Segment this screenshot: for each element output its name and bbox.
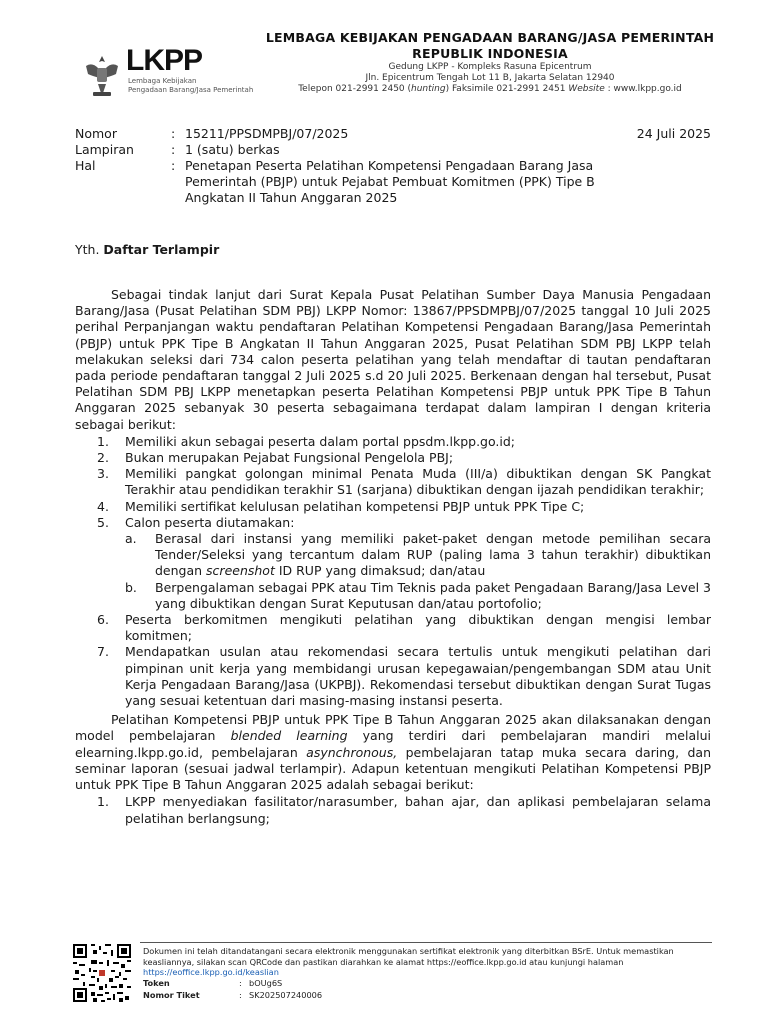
fax-text: ) Faksimile 021-2991 2451 bbox=[445, 84, 569, 94]
priority-sublist bbox=[125, 531, 711, 612]
letter-body bbox=[75, 287, 711, 827]
logo-sub-line-2: Pengadaan Barang/Jasa Pemerintah bbox=[128, 86, 254, 94]
institution-block bbox=[260, 30, 720, 95]
greeting-prefix: Yth. bbox=[75, 242, 104, 257]
address-street: Jln. Epicentrum Tengah Lot 11 B, Jakarta Selatan 12940 bbox=[365, 73, 615, 83]
e-signature-footer bbox=[143, 946, 713, 1002]
training-text-1: Pelatihan Kompetensi PBJP untuk PPK Tipe B Tahun Anggaran 2025 akan dilaksanakan dengan model pembelajaran bbox=[75, 712, 711, 744]
nomor-colon: : bbox=[171, 126, 176, 141]
lampiran-colon: : bbox=[171, 142, 176, 157]
logo-sub-line-1: Lembaga Kebijakan bbox=[128, 77, 197, 85]
website-label: Website bbox=[568, 84, 605, 94]
lampiran-value: 1 (satu) berkas bbox=[185, 142, 280, 157]
list-item-number: 6. bbox=[97, 612, 109, 628]
greeting bbox=[75, 242, 219, 258]
hal-value: Penetapan Peserta Pelatihan Kompetensi Pengadaan Barang Jasa Pemerintah (PBJP) untuk Pejabat Pembuat Komitmen (PPK) Tipe B Angkatan II Tahun Anggaran 2025 bbox=[185, 158, 595, 205]
hal-label: Hal bbox=[75, 158, 96, 173]
token-value: bOUg6S bbox=[249, 977, 283, 988]
institution-country: REPUBLIK INDONESIA bbox=[412, 46, 568, 61]
logo-subtitle bbox=[128, 77, 268, 95]
garuda-emblem-icon bbox=[82, 52, 122, 100]
list-item-text: Memiliki sertifikat kelulusan pelatihan kompetensi PBJP untuk PPK Tipe C; bbox=[125, 498, 585, 514]
list-item-text: Calon peserta diutamakan: bbox=[125, 514, 295, 530]
list-item bbox=[75, 515, 711, 612]
list-item-number: 4. bbox=[97, 498, 109, 514]
phone-hunting: hunting bbox=[411, 84, 446, 94]
token-colon: : bbox=[239, 977, 242, 988]
training-paragraph bbox=[75, 712, 711, 793]
list-item bbox=[75, 794, 711, 826]
intro-paragraph: Sebagai tindak lanjut dari Surat Kepala Pusat Pelatihan Sumber Daya Manusia Pengadaan Barang/Jasa (Pusat Pelatihan SDM PBJ) LKPP Nomor: 13867/PPSDMPBJ/07/2025 tanggal 10 Juli 2025 perihal Perpanjangan waktu pendaftaran Pelatihan Kompetensi Pengadaan Barang/Jasa Pemerintah (PBJP) untuk PPK Tipe B Angkatan II Tahun Anggaran 2025, Pusat Pelatihan SDM PBJ LKPP telah melakukan seleksi dari 734 calon peserta pelatihan yang telah mendaftar di tautan pendaftaran pada periode pendaftaran tanggal 2 Juli 2025 s.d 20 Juli 2025. Berkenaan dengan hal tersebut, Pusat Pelatihan SDM PBJ LKPP menetapkan peserta Pelatihan Kompetensi PBJP untuk PPK Tipe B Tahun Anggaran 2025 sebanyak 30 peserta sebagaimana terdapat dalam lampiran I dengan kriteria sebagai berikut: bbox=[75, 287, 711, 432]
list-item-number: 5. bbox=[97, 514, 109, 530]
list-item bbox=[75, 499, 711, 515]
list-item bbox=[75, 644, 711, 709]
nomor-label: Nomor bbox=[75, 126, 117, 141]
hal-row bbox=[75, 158, 715, 206]
list-item bbox=[75, 612, 711, 644]
letter-date: 24 Juli 2025 bbox=[636, 126, 711, 141]
institution-name: LEMBAGA KEBIJAKAN PENGADAAN BARANG/JASA PEMERINTAH bbox=[265, 30, 715, 45]
list-item-text: Peserta berkomitmen mengikuti pelatihan yang dibuktikan dengan mengisi lembar komitmen; bbox=[125, 612, 711, 644]
training-text-2: yang terdiri dari pembelajaran mandiri melalui elearning.lkpp.go.id, pembelajaran bbox=[75, 728, 711, 760]
list-item-text: Bukan merupakan Pejabat Fungsional Pengelola PBJ; bbox=[125, 450, 454, 466]
list-item-number: 7. bbox=[97, 644, 109, 660]
ticket-label: Nomor Tiket bbox=[143, 989, 200, 1000]
lampiran-row bbox=[75, 142, 715, 158]
training-text-3: pembelajaran tatap muka secara daring, dan seminar laporan (sesuai jadwal terlampir). Adapun ketentuan mengikuti Pelatihan Kompetensi PBJP untuk PPK Tipe B Tahun Anggaran 2025 adalah sebagai berikut: bbox=[75, 744, 711, 793]
website-url: : www.lkpp.go.id bbox=[604, 84, 682, 94]
criteria-list bbox=[75, 434, 711, 709]
list-item-text: Mendapatkan usulan atau rekomendasi secara tertulis untuk mengikuti pelatihan dari pimpinan unit kerja yang membidangi urusan kepegawaian/pengembangan SDM atau Unit Kerja Pengadaan Barang/Jasa (UKPBJ). Rekomendasi tersebut dibuktikan dengan Surat Tugas yang sesuai ketentuan dari masing-masing instansi peserta. bbox=[125, 644, 711, 709]
token-row bbox=[143, 978, 713, 990]
sub-item-letter: a. bbox=[125, 531, 137, 547]
nomor-row bbox=[75, 126, 715, 142]
verification-link[interactable]: https://eoffice.lkpp.go.id/keaslian bbox=[143, 967, 279, 977]
list-item-number: 1. bbox=[97, 433, 109, 449]
footer-divider bbox=[140, 942, 712, 943]
ticket-colon: : bbox=[239, 989, 242, 1000]
sub-item-text: Berasal dari instansi yang memiliki paket-paket dengan metode pemilihan secara Tender/Seleksi yang tercantum dalam RUP (paling lama 3 tahun terakhir) dibuktikan dengan bbox=[155, 531, 711, 579]
list-item bbox=[75, 434, 711, 450]
list-item-number: 2. bbox=[97, 450, 109, 466]
hal-colon: : bbox=[171, 158, 176, 173]
list-item bbox=[75, 466, 711, 498]
phone-text: Telepon 021-2991 2450 ( bbox=[298, 84, 412, 94]
token-label: Token bbox=[143, 977, 170, 988]
sub-list-item bbox=[125, 580, 711, 612]
list-item-number: 1. bbox=[97, 794, 109, 810]
training-italic-1: blended learning bbox=[230, 728, 348, 744]
nomor-value: 15211/PPSDMPBJ/07/2025 bbox=[185, 126, 349, 141]
sub-list-item bbox=[125, 531, 711, 580]
address-building: Gedung LKPP - Kompleks Rasuna Epicentrum bbox=[388, 62, 592, 72]
lampiran-label: Lampiran bbox=[75, 142, 134, 157]
greeting-addressee: Daftar Terlampir bbox=[103, 242, 220, 257]
signature-notice: Dokumen ini telah ditandatangani secara elektronik menggunakan sertifikat elektronik yang diterbitkan BSrE. Untuk memastikan keasliannya, silakan scan QRCode dan pastikan diarahkan ke alamat https://eoffice.lkpp.go.id atau kunjungi halaman bbox=[143, 946, 674, 967]
sub-item-text: Berpengalaman sebagai PPK atau Tim Teknis pada paket Pengadaan Barang/Jasa Level 3 yang dibuktikan dengan Surat Keputusan dan/atau portofolio; bbox=[155, 579, 711, 611]
ticket-row bbox=[143, 990, 713, 1002]
list-item bbox=[75, 450, 711, 466]
terms-list bbox=[75, 794, 711, 826]
sub-item-text-end: ID RUP yang dimaksud; dan/atau bbox=[274, 563, 486, 579]
qr-code-icon[interactable] bbox=[73, 944, 131, 1002]
list-item-number: 3. bbox=[97, 466, 109, 482]
sub-item-letter: b. bbox=[125, 579, 137, 595]
lkpp-logo: LKPP bbox=[126, 44, 203, 77]
sub-item-italic: screenshot bbox=[206, 563, 275, 579]
training-italic-2: asynchronous, bbox=[306, 744, 398, 760]
list-item-text: Memiliki akun sebagai peserta dalam portal ppsdm.lkpp.go.id; bbox=[125, 433, 516, 449]
list-item-text: Memiliki pangkat golongan minimal Penata Muda (III/a) dibuktikan dengan SK Pangkat Terakhir atau pendidikan terakhir S1 (sarjana) dibuktikan dengan ijazah pendidikan terakhir; bbox=[125, 466, 711, 498]
list-item-text: LKPP menyediakan fasilitator/narasumber, bahan ajar, dan aplikasi pembelajaran selama pelatihan berlangsung; bbox=[125, 794, 711, 826]
ticket-value: SK202507240006 bbox=[249, 989, 323, 1000]
letterhead bbox=[78, 30, 718, 110]
contact-line bbox=[260, 84, 720, 95]
letter-meta bbox=[75, 126, 715, 206]
